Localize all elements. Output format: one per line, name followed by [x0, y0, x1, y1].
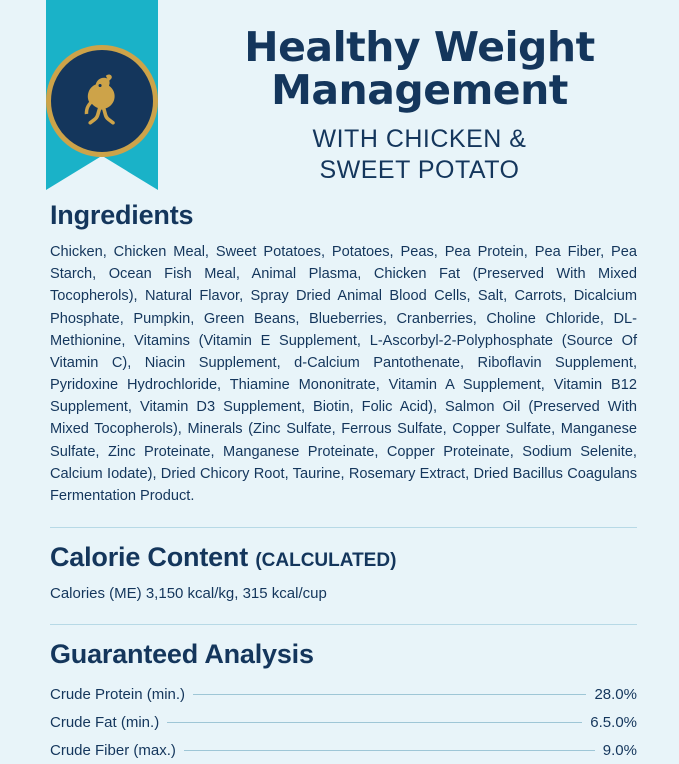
ingredients-heading: Ingredients	[50, 200, 194, 230]
ga-label: Crude Fiber (max.)	[50, 742, 176, 760]
leader-line	[184, 750, 595, 751]
ingredients-text: Chicken, Chicken Meal, Sweet Potatoes, Potatoes, Peas, Pea Protein, Pea Fiber, Pea Starch, Ocean Fish Meal, Animal Plasma, Chicken Fat (Preserved With Mixed Tocopherols), Natural Flavor, Spray Dried Animal Blood Cells, Salt, Carrots, Dicalcium Phosphate, Pumpkin, Green Beans, Blueberries, Cranberries, Choline Chloride, DL-Methionine, Vitamins (Vitamin E Supplement, L-Ascorbyl-2-Polyphosphate (Source Of Vitamin C), Niacin Supplement, d-Calcium Pantothenate, Riboflavin Supplement, Pyridoxine Hydrochloride, Thiamine Mononitrate, Vitamin A Supplement, Vitamin B12 Supplement, Vitamin D3 Supplement, Biotin, Folic Acid), Salmon Oil (Preserved With Mixed Tocopherols), Minerals (Zinc Sulfate, Ferrous Sulfate, Copper Sulfate, Manganese Sulfate, Zinc Proteinate, Manganese Proteinate, Copper Proteinate, Sodium Selenite, Calcium Iodate), Dried Chicory Root, Taurine, Rosemary Extract, Dried Bacillus Coagulans Fermentation Product.	[50, 244, 637, 504]
product-details	[50, 200, 637, 764]
ga-label: Crude Protein (min.)	[50, 686, 186, 704]
section-divider	[50, 527, 637, 528]
ga-label: Crude Fat (min.)	[50, 714, 160, 732]
leader-line	[193, 694, 586, 695]
calorie-content-heading-note: (CALCULATED)	[255, 550, 397, 572]
guaranteed-analysis-table	[50, 680, 637, 764]
table-row	[50, 736, 637, 764]
page-title	[170, 23, 669, 187]
subtitle-line-1: WITH CHICKEN &	[312, 125, 527, 154]
chicken-icon	[46, 45, 158, 157]
calorie-content-line: Calories (ME) 3,150 kcal/kg, 315 kcal/cup	[50, 585, 327, 603]
section-divider-2	[50, 624, 637, 625]
title-line-1: Healthy Weight	[244, 23, 595, 71]
product-header	[0, 0, 679, 200]
table-row	[50, 708, 637, 736]
ga-value: 9.0%	[602, 742, 637, 760]
calorie-content-heading-text: Calorie Content	[50, 542, 249, 573]
ga-value: 6.5.0%	[590, 714, 637, 732]
ga-value: 28.0%	[594, 686, 637, 704]
leader-line	[167, 722, 582, 723]
title-line-2: Management	[271, 66, 568, 115]
calorie-content-heading	[50, 542, 637, 573]
subtitle-line-2: SWEET POTATO	[319, 156, 520, 185]
guaranteed-analysis-heading: Guaranteed Analysis	[50, 639, 314, 670]
table-row	[50, 680, 637, 708]
